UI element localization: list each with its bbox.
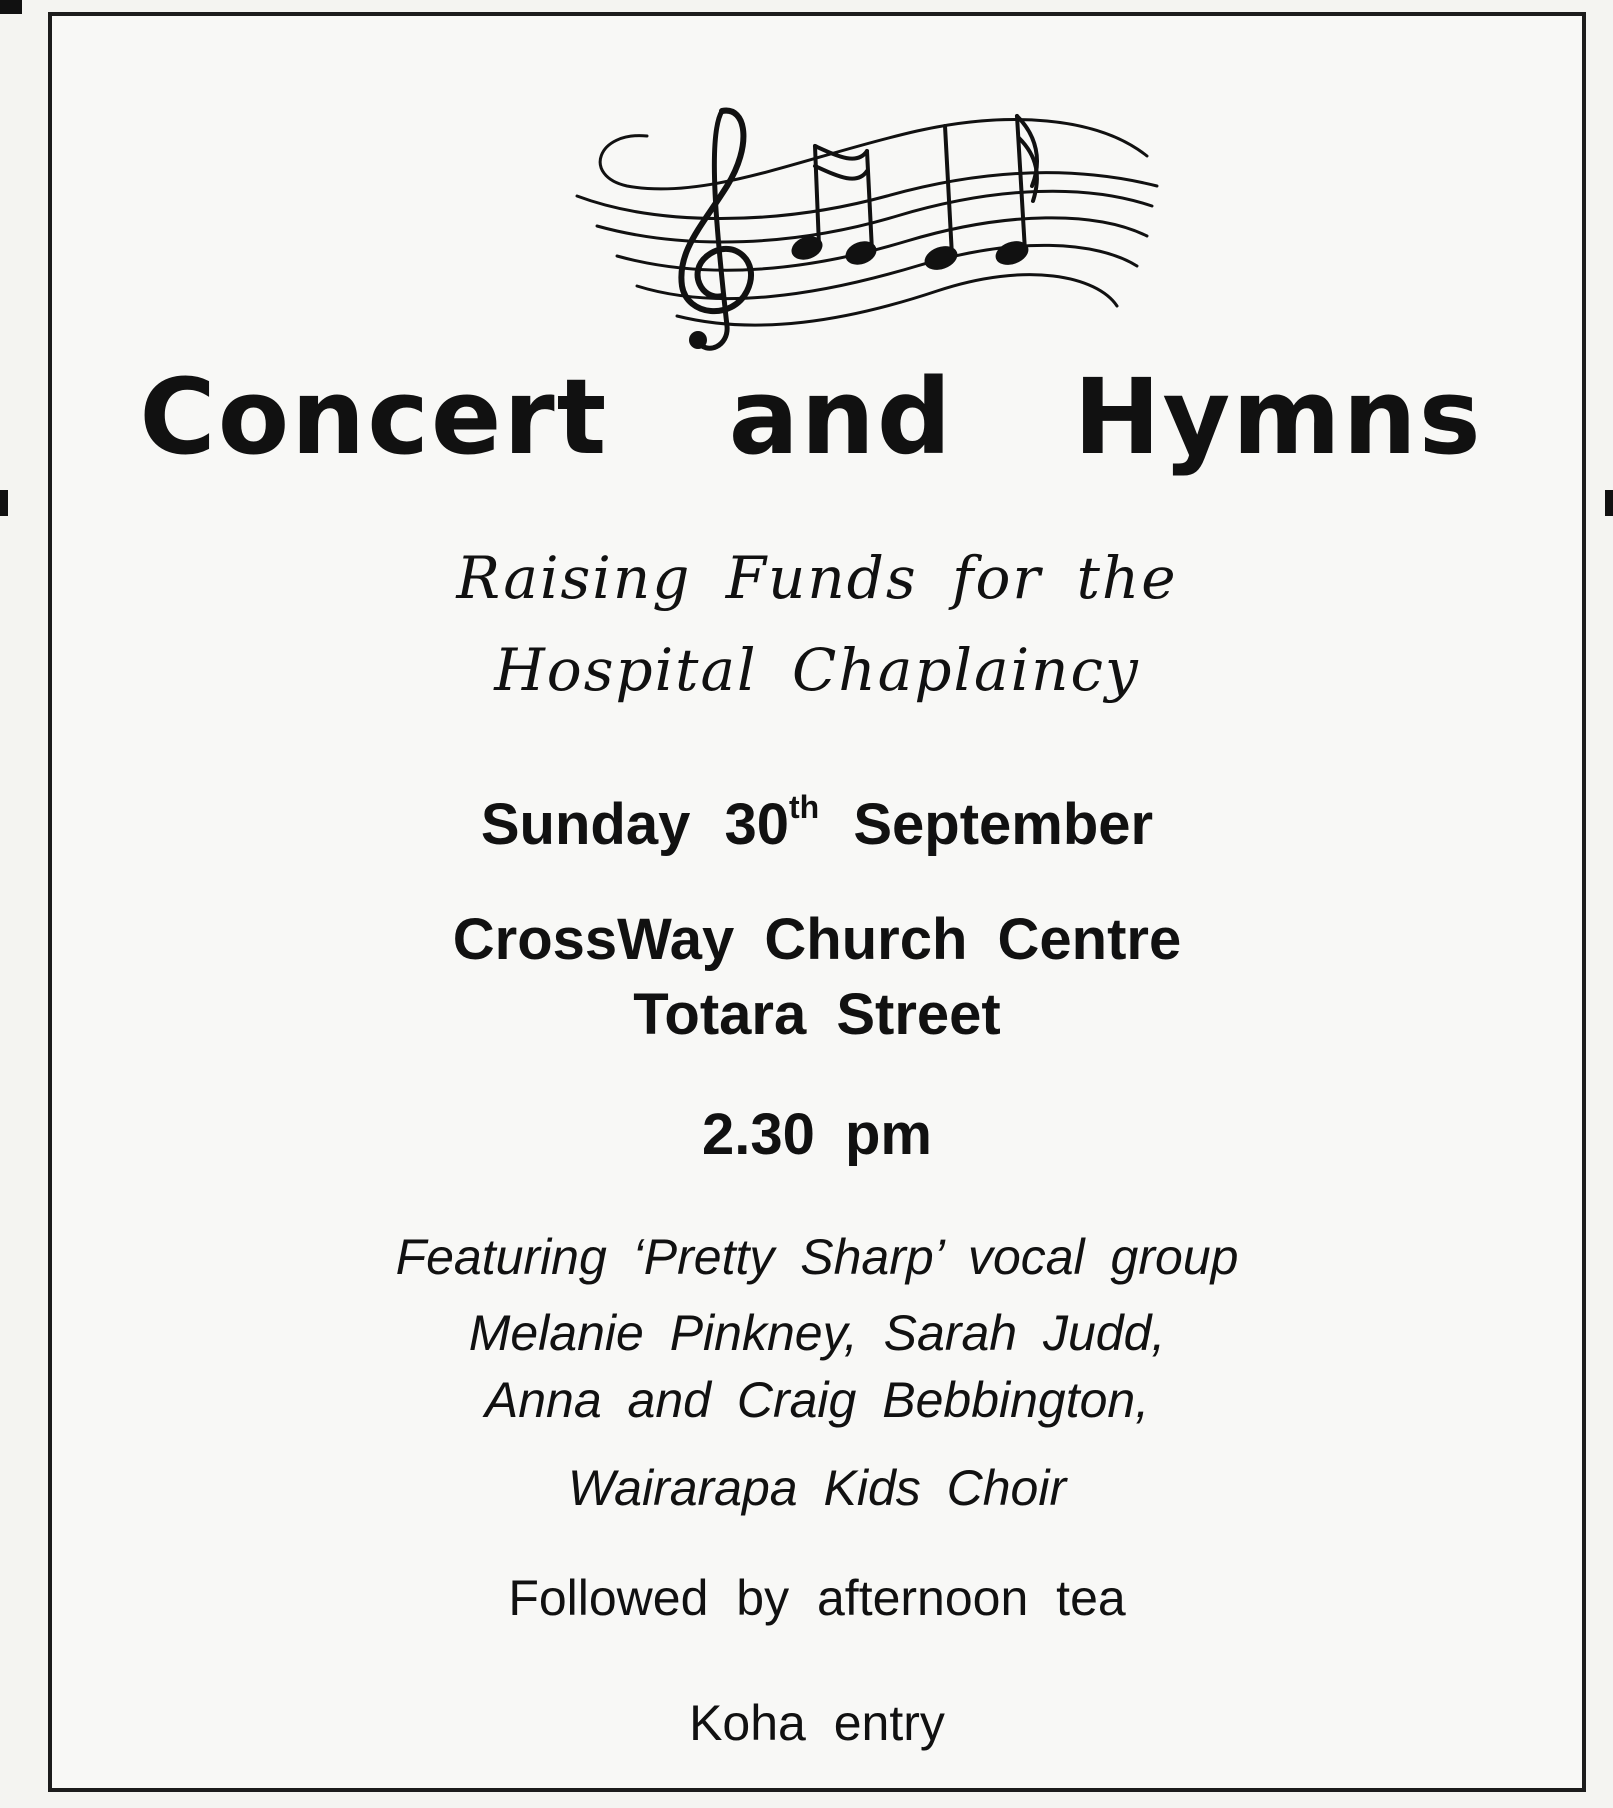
performers-line-1: Melanie Pinkney, Sarah Judd,	[468, 1305, 1166, 1361]
entry-note: Koha entry	[689, 1695, 945, 1751]
flyer-title: Concert and Hymns	[139, 356, 1483, 478]
event-date-suffix: th	[789, 789, 820, 825]
event-date-month: September	[853, 792, 1154, 857]
performers-line-2: Anna and Craig Bebbington,	[484, 1372, 1150, 1428]
subtitle-line-2: Hospital Chaplaincy	[494, 636, 1140, 704]
performers-line-3: Wairarapa Kids Choir	[567, 1460, 1067, 1516]
afternoon-tea-note: Followed by afternoon tea	[508, 1570, 1126, 1626]
page-edge-mark	[0, 490, 8, 516]
event-date	[52, 789, 1582, 858]
concert-flyer	[48, 12, 1586, 1792]
subtitle-line-1: Raising Funds for the	[456, 544, 1178, 612]
page-edge-mark	[1605, 490, 1613, 516]
event-date-day: Sunday 30	[480, 792, 789, 857]
venue-name: CrossWay Church Centre	[452, 907, 1182, 972]
event-time: 2.30 pm	[702, 1102, 932, 1167]
page-edge-mark	[0, 0, 22, 14]
treble-clef-music-notes-icon	[557, 76, 1177, 361]
venue-street: Totara Street	[633, 982, 1001, 1047]
featuring-line: Featuring ‘Pretty Sharp’ vocal group	[395, 1229, 1239, 1285]
